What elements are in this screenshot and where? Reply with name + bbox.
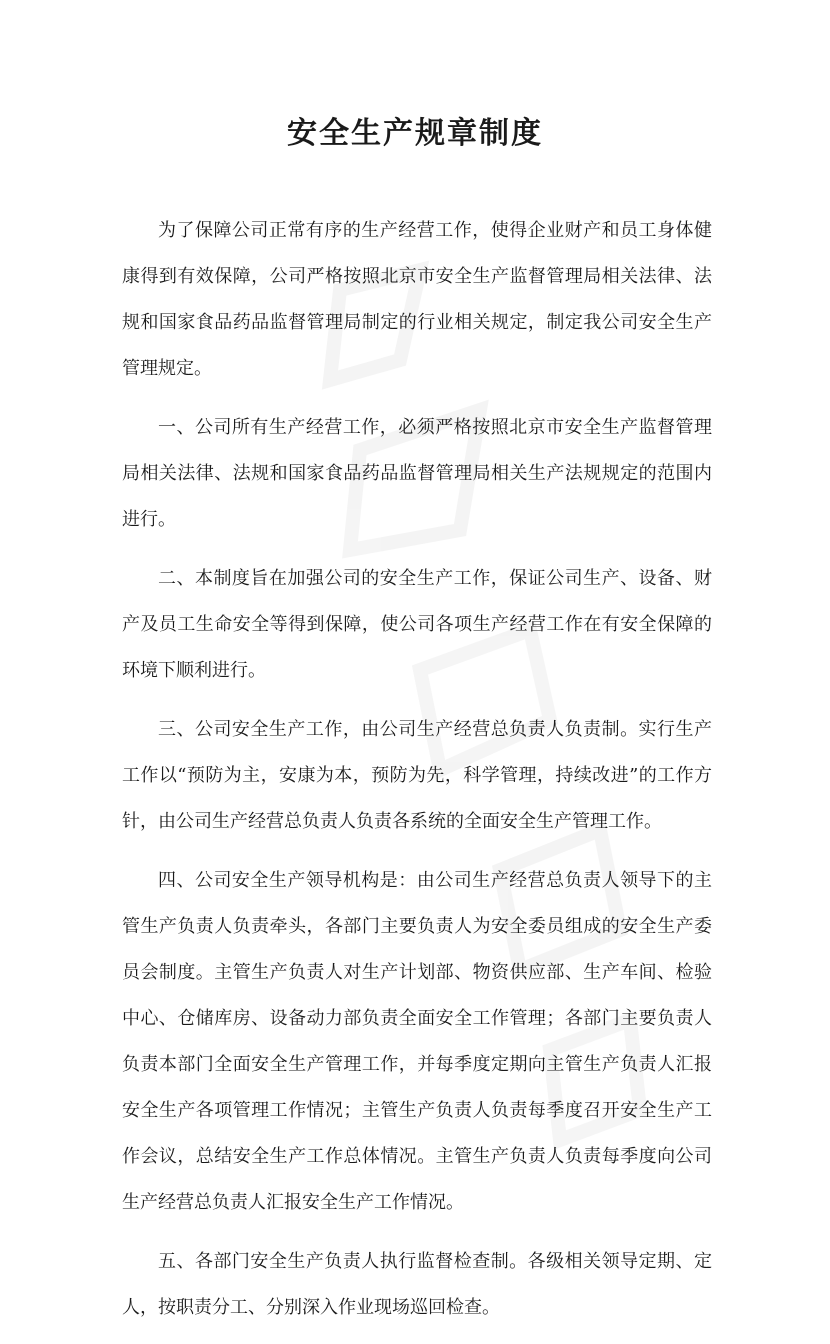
document-title: 安全生产规章制度	[287, 116, 543, 151]
paragraph-1: 一、公司所有生产经营工作，必须严格按照北京市安全生产监督管理局相关法律、法规和国家食品药品监督管理局相关生产法规规定的范围内进行。	[122, 417, 712, 530]
paragraph-intro: 为了保障公司正常有序的生产经营工作，使得企业财产和员工身体健康得到有效保障，公司严格按照北京市安全生产监督管理局相关法律、法规和国家食品药品监督管理局制定的行业相关规定，制定我公司安全生产管理规定。	[122, 220, 712, 379]
paragraph-3: 三、公司安全生产工作，由公司生产经营总负责人负责制。实行生产工作以“预防为主，安康为本，预防为先，科学管理，持续改进”的工作方针，由公司生产经营总负责人负责各系统的全面安全生产管理工作。	[122, 719, 712, 832]
paragraph-5: 五、各部门安全生产负责人执行监督检查制。各级相关领导定期、定人，按职责分工、分别深入作业现场巡回检查。	[122, 1251, 712, 1318]
document-body	[122, 208, 712, 1344]
paragraph-4: 四、公司安全生产领导机构是：由公司生产经营总负责人领导下的主管生产负责人负责牵头，各部门主要负责人为安全委员组成的安全生产委员会制度。主管生产负责人对生产计划部、物资供应部、生产车间、检验中心、仓储库房、设备动力部负责全面安全工作管理；各部门主要负责人负责本部门全面安全生产管理工作，并每季度定期向主管生产负责人汇报安全生产各项管理工作情况；主管生产负责人负责每季度召开安全生产工作会议，总结安全生产工作总体情况。主管生产负责人负责每季度向公司生产经营总负责人汇报安全生产工作情况。	[122, 870, 712, 1213]
paragraph-2: 二、本制度旨在加强公司的安全生产工作，保证公司生产、设备、财产及员工生命安全等得到保障，使公司各项生产经营工作在有安全保障的环境下顺利进行。	[122, 568, 712, 681]
